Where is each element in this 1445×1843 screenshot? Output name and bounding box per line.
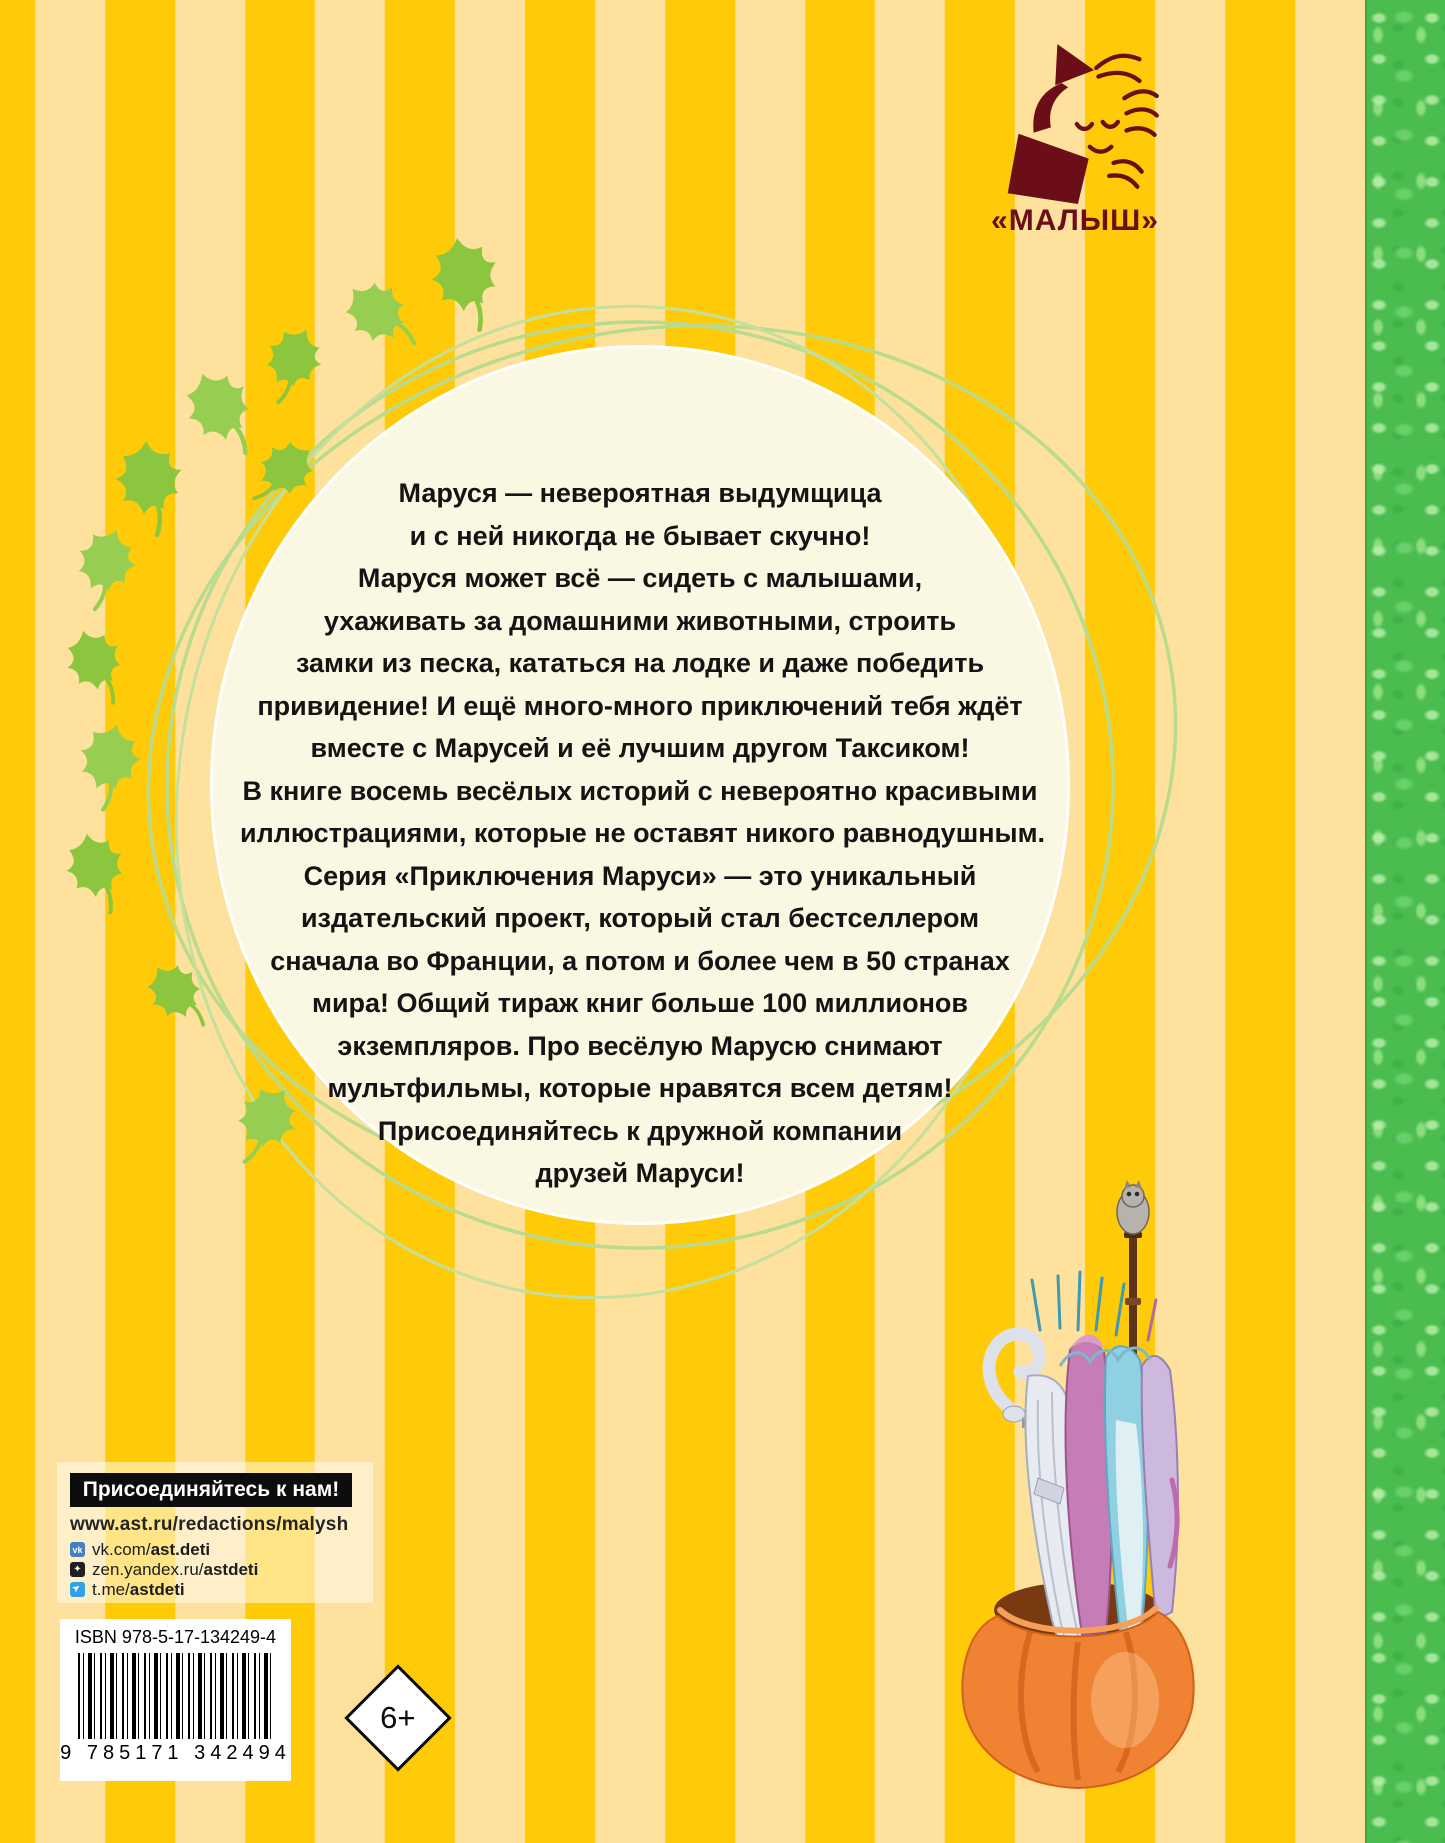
publisher-name: «МАЛЫШ» [991, 204, 1159, 237]
blurb-line: мультфильмы, которые нравятся всем детям! [327, 1073, 953, 1103]
blurb-line: друзей Маруси! [535, 1158, 745, 1188]
blurb-line: экземпляров. Про весёлую Марусю снимают [337, 1030, 943, 1061]
zen-icon: ✦ [70, 1562, 85, 1577]
logo-strokes [1077, 56, 1157, 187]
isbn-block [60, 1619, 291, 1781]
blurb-line: мира! Общий тираж книг больше 100 миллионов [311, 988, 969, 1018]
telegram-icon: ➤ [70, 1581, 84, 1596]
link-prefix: vk.com/ [92, 1539, 151, 1559]
blurb-line: и с ней никогда не бывает скучно! [409, 520, 871, 551]
blurb-line: замки из песка, кататься на лодке и даже победить [295, 648, 985, 678]
logo-bow [1055, 44, 1094, 85]
logo-book [1008, 134, 1089, 204]
blurb-line: Маруся может всё — сидеть с малышами, [357, 563, 923, 593]
isbn-label: ISBN 978-5-17-134249-4 [74, 1627, 277, 1647]
umbrellas-in-pumpkin-illustration [920, 1180, 1220, 1790]
social-link-zen [70, 1560, 258, 1579]
link-handle: astdeti [203, 1559, 259, 1579]
green-spine-strip [1365, 0, 1445, 1843]
malysh-logo [985, 42, 1160, 204]
blurb-line: иллюстрациями, которые не оставят никого равнодушным. [240, 818, 1046, 848]
blurb-line: В книге восемь весёлых историй с невероятно красивыми [242, 775, 1038, 806]
link-prefix: t.me/ [92, 1579, 130, 1599]
folded-umbrellas [1060, 1335, 1178, 1636]
barcode-digits: 9 785171 342494 [60, 1742, 291, 1764]
book-blurb [240, 472, 1046, 1195]
social-link-vk [70, 1540, 258, 1559]
blurb-line: Маруся — невероятная выдумщица [398, 478, 882, 508]
blurb-line: привидение! И ещё много-много приключений тебя ждёт [257, 690, 1023, 721]
umbrella-tips [1032, 1272, 1156, 1340]
join-heading: Присоединяйтесь к нам! [70, 1473, 352, 1507]
blurb-line: вместе с Марусей и её лучшим другом Таксиком! [310, 733, 970, 763]
social-links [70, 1540, 258, 1600]
link-handle: ast.deti [150, 1539, 211, 1559]
publisher-website: www.ast.ru/redactions/malysh [70, 1514, 349, 1535]
social-link-telegram [70, 1580, 258, 1599]
link-prefix: zen.yandex.ru/ [92, 1559, 204, 1579]
blurb-line: издательский проект, который стал бестселлером [300, 903, 980, 933]
barcode [78, 1653, 274, 1739]
vk-icon: vk [70, 1542, 85, 1557]
age-rating-label: 6+ [380, 1699, 416, 1735]
link-handle: astdeti [129, 1579, 185, 1599]
blurb-line: Присоединяйтесь к дружной компании [377, 1115, 903, 1146]
blurb-line: ухаживать за домашними животными, строить [323, 605, 957, 636]
blurb-line: Серия «Приключения Маруси» — это уникальный [303, 860, 977, 891]
blurb-line: сначала во Франции, а потом и более чем в 50 странах [270, 945, 1010, 976]
logo-hair [1033, 83, 1068, 133]
